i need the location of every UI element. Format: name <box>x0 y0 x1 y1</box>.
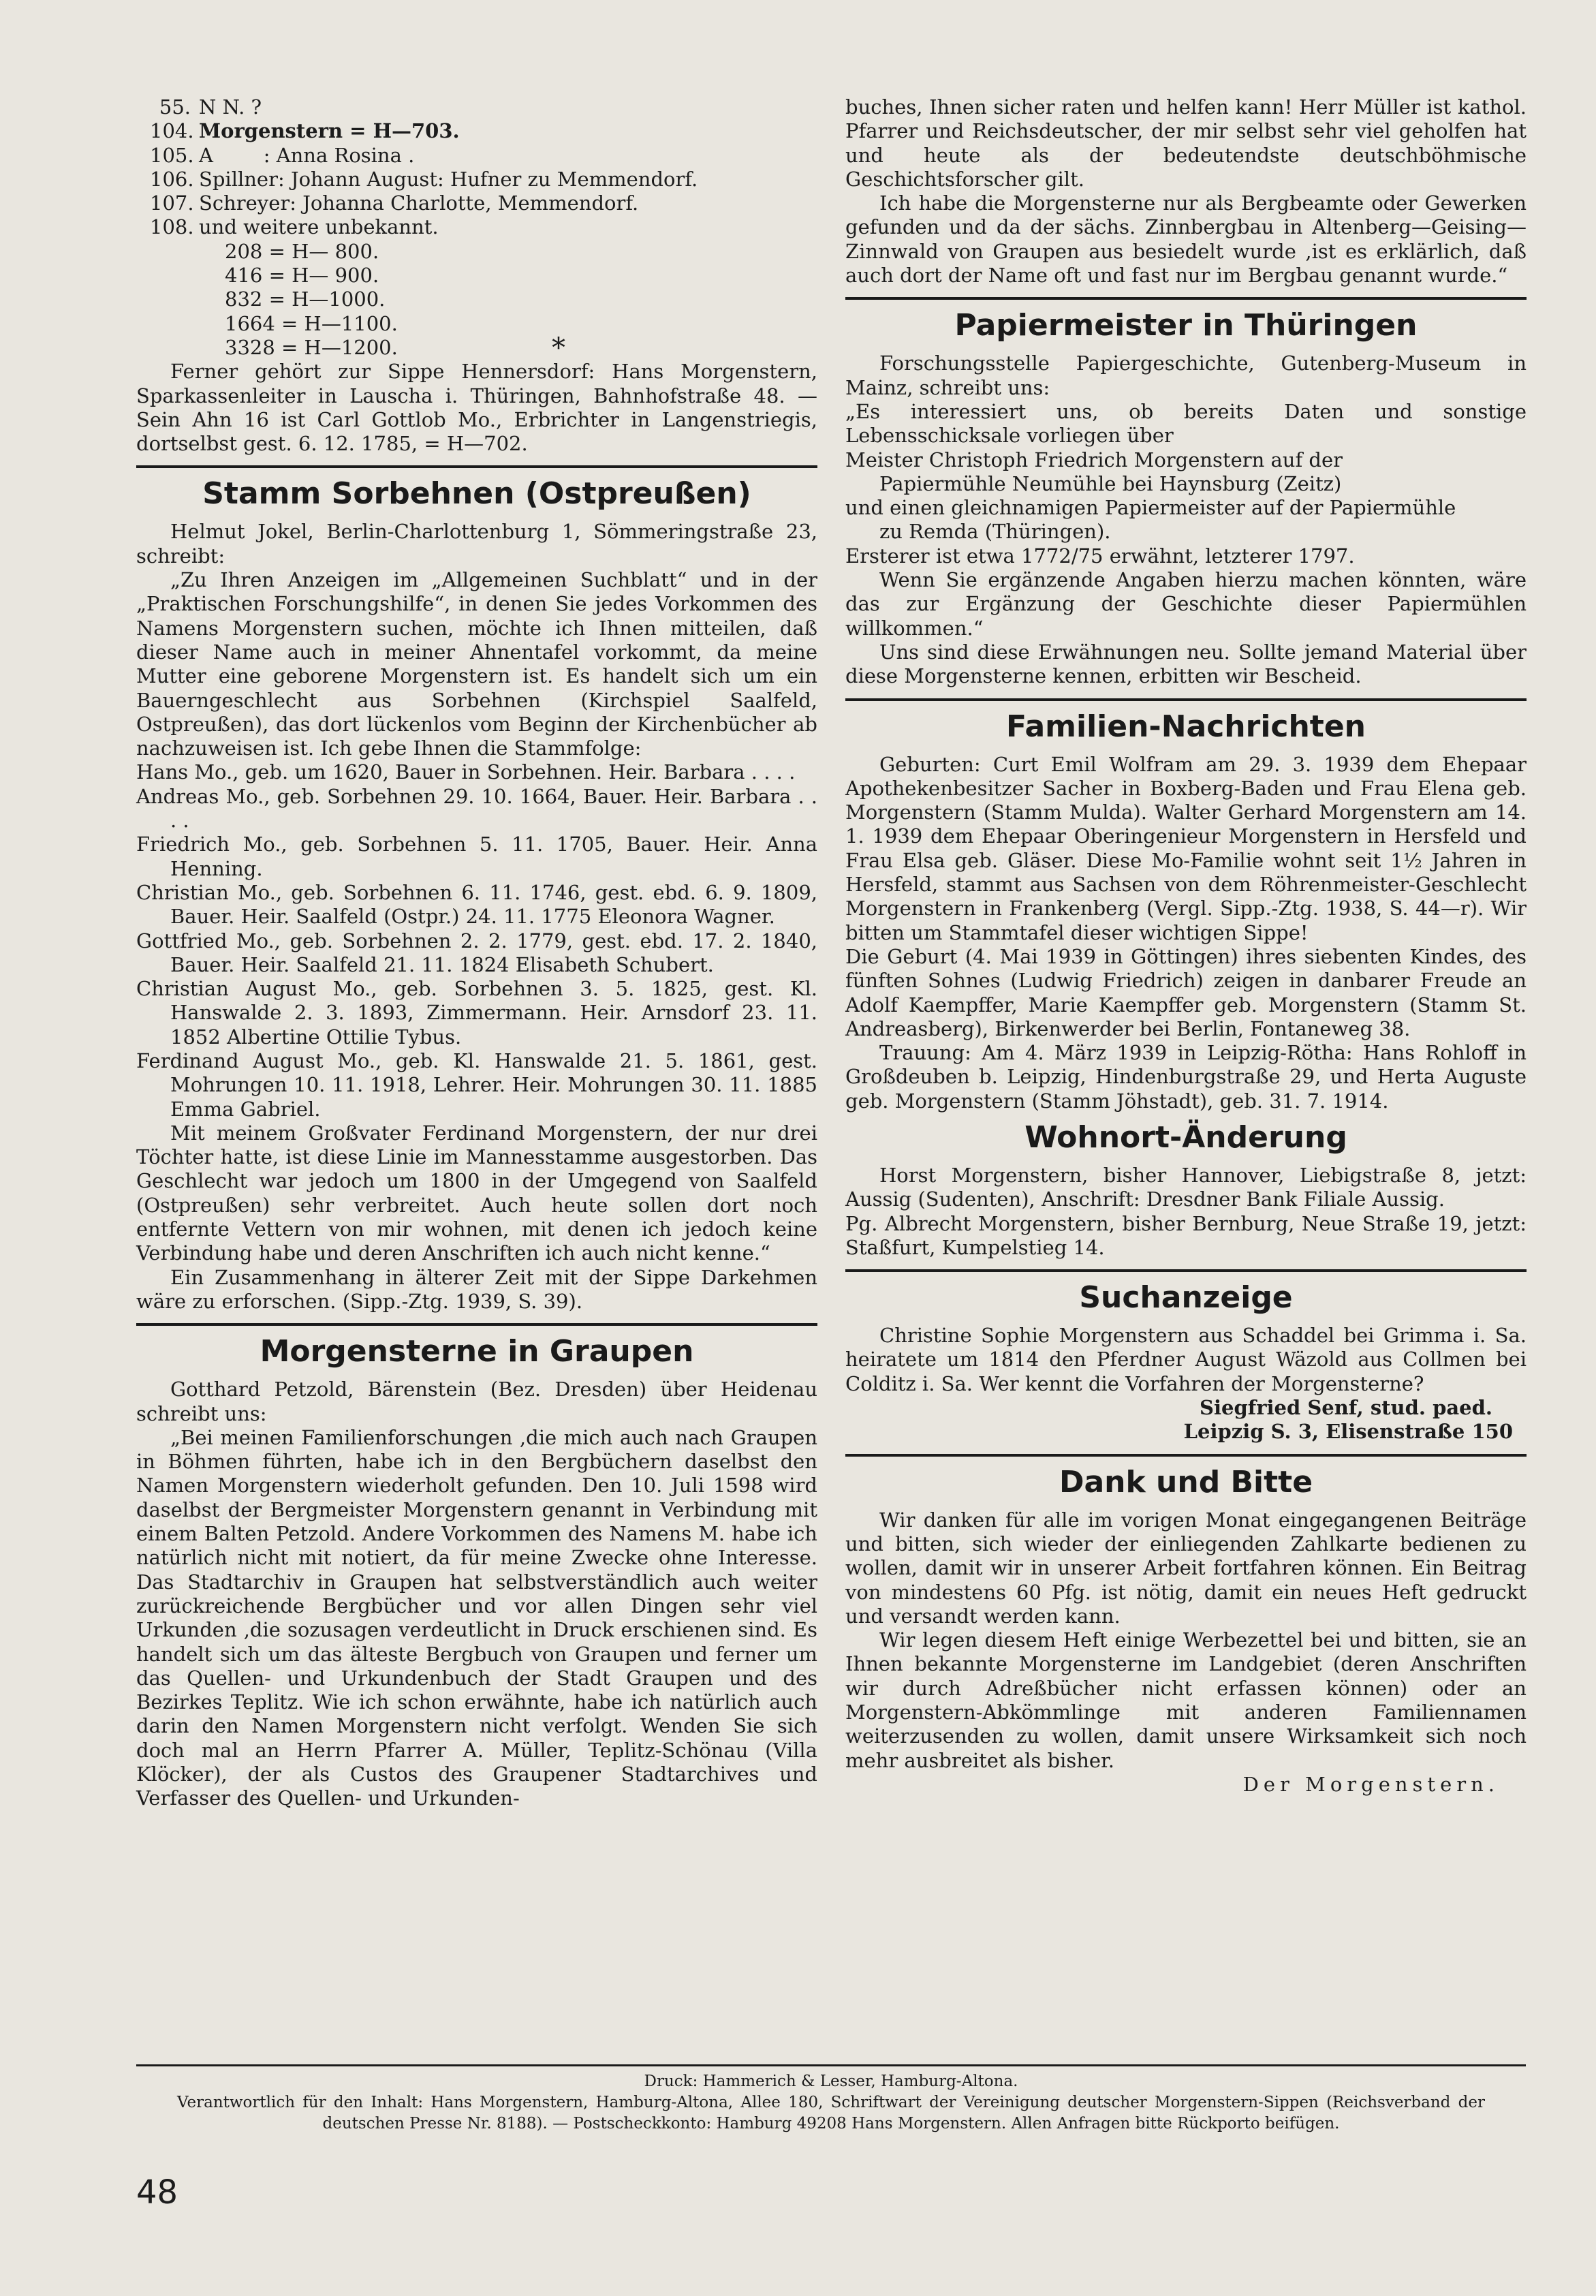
asterisk-divider: * <box>552 332 565 364</box>
paragraph: Wenn Sie ergänzende Angaben hierzu machen könnten, wäre das zur Ergänzung der Geschichte dieser Papiermühlen willkommen.“ <box>845 568 1527 640</box>
list-item: 108. und weitere unbekannt. <box>150 215 439 239</box>
paragraph: und einen gleichnamigen Papiermeister auf der Papiermühle <box>845 496 1456 520</box>
stammfolge-entry: Hans Mo., geb. um 1620, Bauer in Sorbehnen. Heir. Barbara . . . . <box>136 760 796 784</box>
list-continuation: 208 = H— 800. <box>225 239 379 263</box>
list-continuation: 1664 = H—1100. <box>225 311 398 335</box>
paragraph: Horst Morgenstern, bisher Hannover, Liebigstraße 8, jetzt: Aussig (Sudenten), Anschrift: Dresdner Bank Filiale Aussig. <box>845 1163 1527 1211</box>
ahnen-list <box>150 95 817 364</box>
paragraph: Ferner gehört zur Sippe Hennersdorf: Hans Morgenstern, Sparkassenleiter in Lauscha i. Thüringen, Bahnhofstraße 48. — Sein Ahn 16 ist Carl Gottlob Mo., Erbrichter in Langenstriegis, dortselbst gest. 6. 12. 1785, = H—702. <box>136 360 817 456</box>
responsibility-line: Verantwortlich für den Inhalt: Hans Morgenstern, Hamburg-Altona, Allee 180, Schriftwart der Vereinigung deutscher Morgenstern-Sippen (Reichsverband der deutschen Presse Nr. 8188). — Postscheckkonto: Hamburg 49208 Hans Morgenstern. Allen Anfragen bitte Rückporto beifügen. <box>177 2094 1485 2132</box>
section-title-graupen: Morgensterne in Graupen <box>260 1334 694 1369</box>
paragraph: „Bei meinen Familienforschungen ,die mich auch nach Graupen in Böhmen führten, habe ich in den Bergbüchern daselbst den Namen Morgenstern wiederholt gefunden. Den 10. Juli 1598 wird daselbst der Bergmeister Morgenstern genannt in Verbindung mit einem Balten Petzold. Andere Vorkommen des Namens M. habe ich natürlich nicht mit notiert, da für meine Zwecke ohne Interesse. Das Stadtarchiv in Graupen hat selbstverständlich auch weiter zurückreichende Bergbücher und vor allen Dingen sehr viel Urkunden ,die sozusagen verdeutlicht in Druck erschienen sind. Es handelt sich um das älteste Bergbuch von Graupen und ferner um das Quellen- und Urkundenbuch der Stadt Graupen und des Bezirkes Teplitz. Wie ich schon erwähnte, habe ich natürlich auch darin den Namen Morgenstern nicht verfolgt. Wenden Sie sich doch mal an Herrn Pfarrer A. Müller, Teplitz-Schönau (Villa Klöcker), der als Custos des Graupener Stadtarchives und Verfasser des Quellen- und Urkunden- <box>136 1425 817 1810</box>
paragraph: buches, Ihnen sicher raten und helfen kann! Herr Müller ist kathol. Pfarrer und Reichsdeutscher, der mir selbst sehr viel geholfen hat und heute als der bedeutendste deutschböhmische Geschichtsforscher gilt. <box>845 95 1527 191</box>
section-title-familie: Familien-Nachrichten <box>1006 709 1366 744</box>
paragraph: Helmut Jokel, Berlin-Charlottenburg 1, Sömmeringstraße 23, schreibt: <box>136 520 817 568</box>
paragraph: Trauung: Am 4. März 1939 in Leipzig-Rötha: Hans Rohloff in Großdeuben b. Leipzig, Hindenburgstraße 29, und Herta Auguste geb. Morgenstern (Stamm Jöhstadt), geb. 31. 7. 1914. <box>845 1041 1527 1113</box>
stammfolge-entry: Gottfried Mo., geb. Sorbehnen 2. 2. 1779, gest. ebd. 17. 2. 1840, Bauer. Heir. Saalfeld 21. 11. 1824 Elisabeth Schubert. <box>136 929 817 976</box>
paragraph: Wir legen diesem Heft einige Werbezettel bei und bitten, sie an Ihnen bekannte Morgensterne im Landgebiet (deren Anschriften wir durch Adreßbücher nicht erfassen können) oder an Morgenstern-Abkömmlinge mit anderen Familiennamen weiterzusenden zu wollen, damit unsere Wirksamkeit sich noch mehr ausbreitet als bisher. <box>845 1628 1527 1772</box>
list-item: 105. A : Anna Rosina . <box>150 143 415 167</box>
paragraph: Forschungsstelle Papiergeschichte, Gutenberg-Museum in Mainz, schreibt uns: <box>845 352 1527 399</box>
paragraph: Christine Sophie Morgenstern aus Schaddel bei Grimma i. Sa. heiratete um 1814 den Pferdner August Wäzold aus Collmen bei Colditz i. Sa. Wer kennt die Vorfahren der Morgensterne? <box>845 1324 1527 1395</box>
paragraph: Meister Christoph Friedrich Morgenstern auf der <box>845 448 1343 471</box>
section-title-dank: Dank und Bitte <box>1059 1464 1313 1500</box>
section-rule <box>845 1454 1527 1457</box>
list-continuation: 832 = H—1000. <box>225 288 386 311</box>
paragraph: Papiermühle Neumühle bei Haynsburg (Zeitz) <box>879 471 1342 495</box>
section-title-such: Suchanzeige <box>1079 1280 1293 1316</box>
stammfolge-entry: Andreas Mo., geb. Sorbehnen 29. 10. 1664, Bauer. Heir. Barbara . . . . <box>136 784 817 833</box>
stammfolge-entry: Christian Mo., geb. Sorbehnen 6. 11. 1746, gest. ebd. 6. 9. 1809, Bauer. Heir. Saalfeld (Ostpr.) 24. 11. 1775 Eleonora Wagner. <box>136 880 817 929</box>
signature-address: Leipzig S. 3, Elisenstraße 150 <box>1183 1420 1513 1444</box>
paragraph: Die Geburt (4. Mai 1939 in Göttingen) ihres siebenten Kindes, des fünften Sohnes (Ludwig Friedrich) zeigen in danbarer Freude an Adolf Kaempffer, Marie Kaempffer geb. Morgenstern (Stamm St. Andreasberg), Birkenwerder bei Berlin, Fontaneweg 38. <box>845 944 1527 1040</box>
paragraph: zu Remda (Thüringen). <box>879 520 1111 544</box>
paragraph: Mit meinem Großvater Ferdinand Morgenstern, der nur drei Töchter hatte, ist diese Linie im Mannesstamme ausgestorben. Das Geschlecht war jedoch um 1800 in der Umgegend von Saalfeld (Ostpreußen) sehr verbreitet. Auch heute sollen dort noch entfernte Vettern von mir wohnen, mit denen ich jedoch keine Verbindung habe und deren Anschriften ich auch nicht kenne.“ <box>136 1121 817 1265</box>
list-continuation: 3328 = H—1200. <box>225 335 398 359</box>
signature-name: Siegfried Senf, stud. paed. <box>1200 1396 1492 1420</box>
section-title-sorbehnen: Stamm Sorbehnen (Ostpreußen) <box>202 476 751 512</box>
list-item: 55. N N. ? <box>159 95 262 119</box>
list-continuation: 416 = H— 900. <box>225 264 379 288</box>
stammfolge-entry: Christian August Mo., geb. Sorbehnen 3. 5. 1825, gest. Kl. Hanswalde 2. 3. 1893, Zimmermann. Heir. Arnsdorf 23. 11. 1852 Albertine Ottilie Tybus. <box>136 977 817 1049</box>
stammfolge-entry: Friedrich Mo., geb. Sorbehnen 5. 11. 1705, Bauer. Heir. Anna Henning. <box>136 833 817 880</box>
section-title-papier: Papiermeister in Thüringen <box>954 308 1418 343</box>
paragraph: Uns sind diese Erwähnungen neu. Sollte jemand Material über diese Morgensterne kennen, erbitten wir Bescheid. <box>845 640 1527 688</box>
page-number: 48 <box>136 2173 178 2212</box>
imprint <box>136 2071 1526 2135</box>
paragraph: Wir danken für alle im vorigen Monat eingegangenen Beiträge und bitten, sich wieder der einliegenden Zahlkarte bedienen zu wollen, damit wir in unserer Arbeit fortfahren können. Ein Beitrag von mindestens 60 Pfg. ist nötig, damit ein neues Heft gedruckt und versandt werden kann. <box>845 1508 1527 1628</box>
paragraph: „Zu Ihren Anzeigen im „Allgemeinen Suchblatt“ und in der „Praktischen Forschungshilfe“, in denen Sie jedes Vorkommen des Namens Morgenstern suchen, möchte ich Ihnen mitteilen, daß dieser Name auch in meiner Ahnentafel vorkommt, da meine Mutter eine geborene Morgenstern ist. Es handelt sich um ein Bauerngeschlecht aus Sorbehnen (Kirchspiel Saalfeld, Ostpreußen), das dort lückenlos vom Beginn der Kirchenbücher ab nachzuweisen ist. Ich gebe Ihnen die Stammfolge: <box>136 568 817 760</box>
section-rule <box>845 297 1527 300</box>
section-rule <box>845 1269 1527 1272</box>
printer-line: Druck: Hammerich & Lesser, Hamburg-Altona. <box>644 2073 1018 2090</box>
footer-rule <box>136 2064 1526 2066</box>
closing-signature: Der Morgenstern. <box>1242 1772 1499 1796</box>
list-item: 104. Morgenstern = H—703. <box>150 119 460 143</box>
list-item: 107. Schreyer: Johanna Charlotte, Memmendorf. <box>150 191 639 215</box>
paragraph: Ein Zusammenhang in älterer Zeit mit der Sippe Darkehmen wäre zu erforschen. (Sipp.-Ztg. 1939, S. 39). <box>136 1265 817 1313</box>
section-rule <box>845 698 1527 701</box>
list-item: 106. Spillner: Johann August: Hufner zu Memmendorf. <box>150 167 698 191</box>
paragraph: Geburten: Curt Emil Wolfram am 29. 3. 1939 dem Ehepaar Apothekenbesitzer Sacher in Boxberg-Baden und Frau Elena geb. Morgenstern (Stamm Mulda). Walter Gerhard Morgenstern am 14. 1. 1939 dem Ehepaar Oberingenieur Morgenstern in Hersfeld und Frau Elsa geb. Gläser. Diese Mo-Familie wohnt seit 1½ Jahren in Hersfeld, stammt aus Sachsen von dem Röhrenmeister-Geschlecht Morgenstern in Frankenberg (Vergl. Sipp.-Ztg. 1938, S. 44—r). Wir bitten um Stammtafel dieser wichtigen Sippe! <box>845 752 1527 944</box>
paragraph: Pg. Albrecht Morgenstern, bisher Bernburg, Neue Straße 19, jetzt: Staßfurt, Kumpelstieg 14. <box>845 1211 1527 1259</box>
paragraph: Ich habe die Morgensterne nur als Bergbeamte oder Gewerken gefunden und da der sächs. Zinnbergbau in Altenberg—Geising—Zinnwald von Graupen aus besiedelt wurde ,ist es erklärlich, daß auch dort der Name oft und fast nur im Bergbau genannt wurde.“ <box>845 191 1527 288</box>
right-column <box>845 95 1527 1797</box>
section-rule <box>136 465 817 468</box>
paragraph: „Es interessiert uns, ob bereits Daten und sonstige Lebensschicksale vorliegen über <box>845 399 1527 448</box>
paragraph: Gotthard Petzold, Bärenstein (Bez. Dresden) über Heidenau schreibt uns: <box>136 1378 817 1425</box>
stammfolge-entry: Ferdinand August Mo., geb. Kl. Hanswalde 21. 5. 1861, gest. Mohrungen 10. 11. 1918, Lehrer. Heir. Mohrungen 30. 11. 1885 Emma Gabriel. <box>136 1049 817 1121</box>
section-rule <box>136 1323 817 1326</box>
paragraph: Ersterer ist etwa 1772/75 erwähnt, letzterer 1797. <box>845 544 1355 568</box>
section-title-wohnort: Wohnort-Änderung <box>1024 1119 1347 1155</box>
left-column <box>136 95 817 1811</box>
